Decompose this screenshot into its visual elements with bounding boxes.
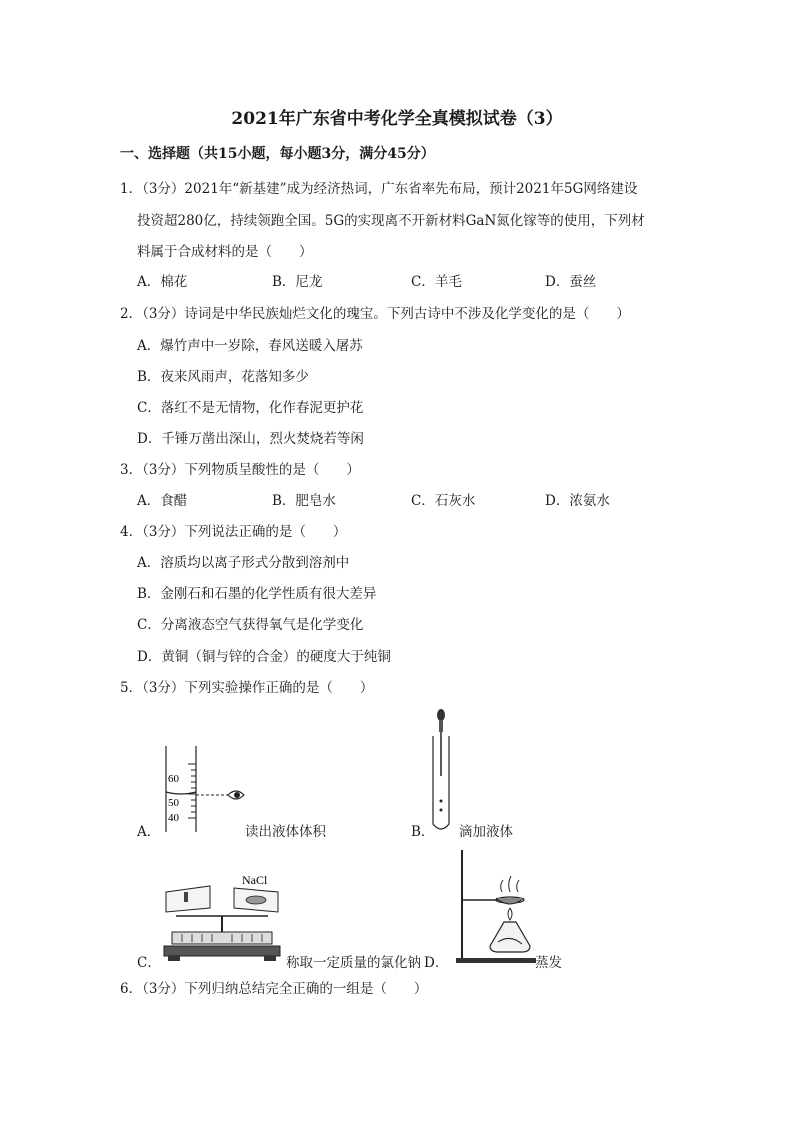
- q1-line-3: 料属于合成材料的是（ ）: [137, 244, 313, 260]
- q5-caption-a: 读出液体体积: [245, 824, 326, 840]
- q2-option-d: D．千锤万凿出深山，烈火焚烧若等闲: [137, 431, 364, 447]
- balance-diagram: [158, 870, 286, 962]
- q1-line-1: 1．（3分）2021年“新基建”成为经济热词，广东省率先布局，预计2021年5G网络建设: [120, 181, 638, 197]
- cylinder-mark-60: 60: [168, 773, 179, 785]
- q5-caption-d: 蒸发: [535, 955, 562, 971]
- q1-option-a: A．棉花: [137, 274, 188, 290]
- cylinder-mark-50: 50: [168, 797, 179, 809]
- q1-option-c: C．羊毛: [411, 274, 462, 290]
- q2-option-a: A．爆竹声中一岁除，春风送暖入屠苏: [137, 338, 363, 354]
- q3-option-b: B．肥皂水: [272, 493, 336, 509]
- q6-stem: 6．（3分）下列归纳总结完全正确的一组是（ ）: [120, 981, 428, 997]
- dropper-test-tube-diagram: [425, 706, 457, 836]
- q5-option-c-label: C．: [137, 955, 161, 971]
- q3-option-d: D．浓氨水: [545, 493, 610, 509]
- q3-option-a: A．食醋: [137, 493, 188, 509]
- q5-caption-b: 滴加液体: [459, 824, 513, 840]
- q5-option-a-label: A．: [137, 824, 161, 840]
- q4-stem: 4．（3分）下列说法正确的是（ ）: [120, 524, 347, 540]
- q3-stem: 3．（3分）下列物质呈酸性的是（ ）: [120, 462, 360, 478]
- balance-nacl-label: NaCl: [242, 873, 268, 887]
- q1-option-b: B．尼龙: [272, 274, 323, 290]
- q1-line-2: 投资超280亿，持续领跑全国。5G的实现离不开新材料GaN氮化镓等的使用，下列材: [137, 213, 645, 229]
- exam-title: 2021年广东省中考化学全真模拟试卷（3）: [231, 109, 563, 129]
- q2-stem: 2．（3分）诗词是中华民族灿烂文化的瑰宝。下列古诗中不涉及化学变化的是（ ）: [120, 306, 630, 322]
- q1-option-d: D．蚕丝: [545, 274, 597, 290]
- cylinder-mark-40: 40: [168, 812, 179, 824]
- q3-option-c: C．石灰水: [411, 493, 476, 509]
- graduated-cylinder-diagram: [158, 742, 248, 834]
- q5-option-d-label: D．: [424, 955, 449, 971]
- q4-option-c: C．分离液态空气获得氧气是化学变化: [137, 617, 364, 633]
- q5-option-b-label: B．: [411, 824, 435, 840]
- eye-icon: [228, 791, 244, 799]
- q5-caption-c: 称取一定质量的氯化钠: [286, 955, 421, 971]
- q2-option-b: B．夜来风雨声，花落知多少: [137, 369, 309, 385]
- q5-stem: 5．（3分）下列实验操作正确的是（ ）: [120, 680, 374, 696]
- q4-option-d: D．黄铜（铜与锌的合金）的硬度大于纯铜: [137, 649, 391, 665]
- q4-option-a: A．溶质均以离子形式分散到溶剂中: [137, 555, 350, 571]
- evaporation-diagram: [452, 848, 538, 966]
- q2-option-c: C．落红不是无情物，化作春泥更护花: [137, 400, 364, 416]
- q4-option-b: B．金刚石和石墨的化学性质有很大差异: [137, 586, 377, 602]
- section-heading: 一、选择题（共15小题，每小题3分，满分45分）: [120, 146, 435, 162]
